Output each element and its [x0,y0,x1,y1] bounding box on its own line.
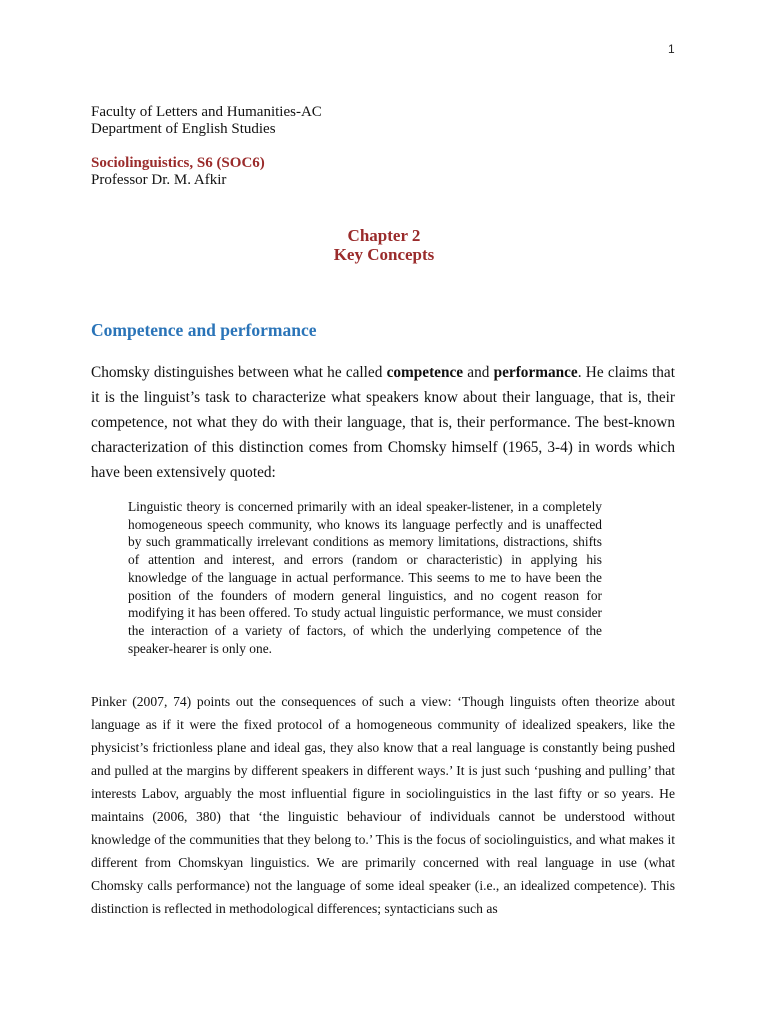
term-performance: performance [493,364,578,381]
chapter-heading [0,226,768,264]
block-quote: Linguistic theory is concerned primarily with an ideal speaker-listener, in a completely homogeneous speech community, who knows its language perfectly and is unaffected by such grammatically irrelevant conditions as memory limitations, distractions, shifts of attention and interest, and errors (random or characteristic) in applying his knowledge of the language in actual performance. This seems to me to have been the position of the founders of modern general linguistics, and no cogent reason for modifying it has been offered. To study actual linguistic performance, we must consider the interaction of a variety of factors, of which the underlying competence of the speaker-hearer is only one. [128,499,602,656]
department-name: Department of English Studies [91,121,276,137]
term-competence: competence [386,364,464,381]
chapter-number: Chapter 2 [347,226,421,245]
intro-text-3: . He claims that it is the linguist’s task to characterize what speakers know about their language, that is, their competence, not what they do with their language, that is, their performance. The best-known characterization of this distinction comes from Chomsky himself (1965, 3-4) in words which have been extensively quoted: [91,364,675,481]
institution-header [91,104,681,138]
section-heading: Competence and performance [91,320,317,340]
chapter-title: Key Concepts [333,245,435,264]
course-info [91,155,681,189]
page-number: 1 [668,42,675,56]
intro-paragraph [91,360,675,485]
faculty-name: Faculty of Letters and Humanities-AC [91,104,322,120]
intro-text-2: and [463,364,494,381]
course-title: Sociolinguistics, S6 (SOC6) [91,155,265,171]
pinker-paragraph: Pinker (2007, 74) points out the consequences of such a view: ‘Though linguists often theorize about language as if it were the fixed protocol of a homogeneous community of idealized speakers, like the physicist’s frictionless plane and ideal gas, they also know that a real language is constantly being pushed and pulled at the margins by different speakers in different ways.’ It is just such ‘pushing and pulling’ that interests Labov, arguably the most influential figure in sociolinguistics in the last fifty or so years. He maintains (2006, 380) that ‘the linguistic behaviour of individuals cannot be understood without knowledge of the communities that they belong to.’ This is the focus of sociolinguistics, and what makes it different from Chomskyan linguistics. We are primarily concerned with real language in use (what Chomsky calls performance) not the language of some ideal speaker (i.e., an idealized competence). This distinction is reflected in methodological differences; syntacticians such as [91,694,675,916]
professor-name: Professor Dr. M. Afkir [91,172,227,188]
intro-text-1: Chomsky distinguishes between what he called [91,364,387,381]
